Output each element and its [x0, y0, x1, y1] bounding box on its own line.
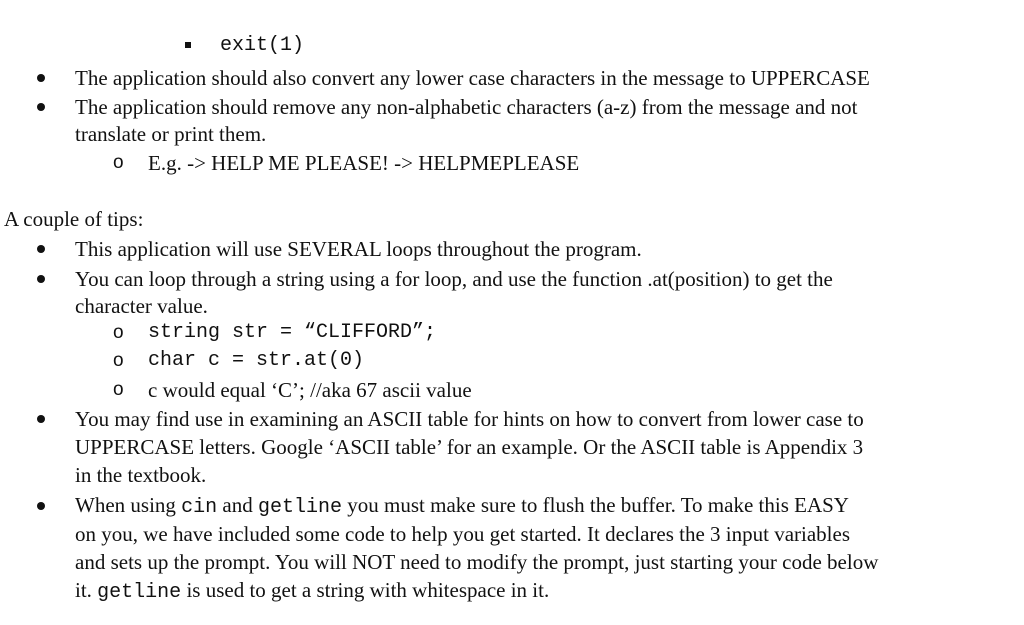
square-bullet-icon — [185, 42, 191, 48]
bullet-icon — [37, 275, 45, 283]
tip-flush-text-e: is used to get a string with whitespace in it. — [181, 578, 550, 602]
code-string-str: string str = “CLIFFORD”; — [148, 321, 437, 344]
tips-heading: A couple of tips: — [4, 207, 144, 231]
code-getline: getline — [97, 581, 182, 604]
sub-bullet-icon: o — [113, 152, 124, 173]
requirement-uppercase: The application should also convert any lower case characters in the message to UPPERCASE — [75, 66, 870, 90]
tip-ascii-line-2: UPPERCASE letters. Google ‘ASCII table’ for an example. Or the ASCII table is Appendix 3 — [75, 435, 864, 459]
tip-loops: This application will use SEVERAL loops throughout the program. — [75, 237, 642, 261]
code-cin: cin — [181, 496, 218, 519]
bullet-icon — [37, 103, 45, 111]
tip-flush-line-2: on you, we have included some code to help you get started. It declares the 3 input variables — [75, 522, 851, 546]
tip-flush-text-b: and — [217, 493, 258, 517]
bullet-icon — [37, 245, 45, 253]
example-text: E.g. -> HELP ME PLEASE! -> HELPMEPLEASE — [148, 151, 580, 175]
tip-flush-text-c: you must make sure to flush the buffer. To make this EASY — [342, 493, 849, 517]
tip-flush-text-d: it. — [75, 578, 98, 602]
tip-ascii-line-1: You may find use in examining an ASCII table for hints on how to convert from lower case to — [75, 407, 864, 431]
ascii-value-note: c would equal ‘C’; //aka 67 ascii value — [148, 378, 472, 402]
exit-code-text: exit(1) — [220, 34, 305, 57]
bullet-icon — [37, 415, 45, 423]
bullet-icon — [37, 74, 45, 82]
requirement-remove-line-1: The application should remove any non-alphabetic characters (a-z) from the message and not — [75, 95, 858, 119]
sub-bullet-icon: o — [113, 322, 124, 343]
tip-flush-line-1 — [75, 492, 849, 521]
tip-flush-line-3: and sets up the prompt. You will NOT need to modify the prompt, just starting your code below — [75, 550, 879, 574]
tip-flush-line-4 — [75, 577, 549, 606]
tip-flush-text-a: When using — [75, 493, 182, 517]
code-getline: getline — [258, 496, 343, 519]
tip-string-loop-line-2: character value. — [75, 294, 208, 318]
sub-bullet-icon: o — [113, 350, 124, 371]
tip-ascii-line-3: in the textbook. — [75, 463, 207, 487]
tip-string-loop-line-1: You can loop through a string using a for loop, and use the function .at(position) to get the — [75, 267, 833, 291]
sub-bullet-icon: o — [113, 379, 124, 400]
bullet-icon — [37, 502, 45, 510]
requirement-remove-line-2: translate or print them. — [75, 122, 267, 146]
code-char-c: char c = str.at(0) — [148, 349, 365, 372]
